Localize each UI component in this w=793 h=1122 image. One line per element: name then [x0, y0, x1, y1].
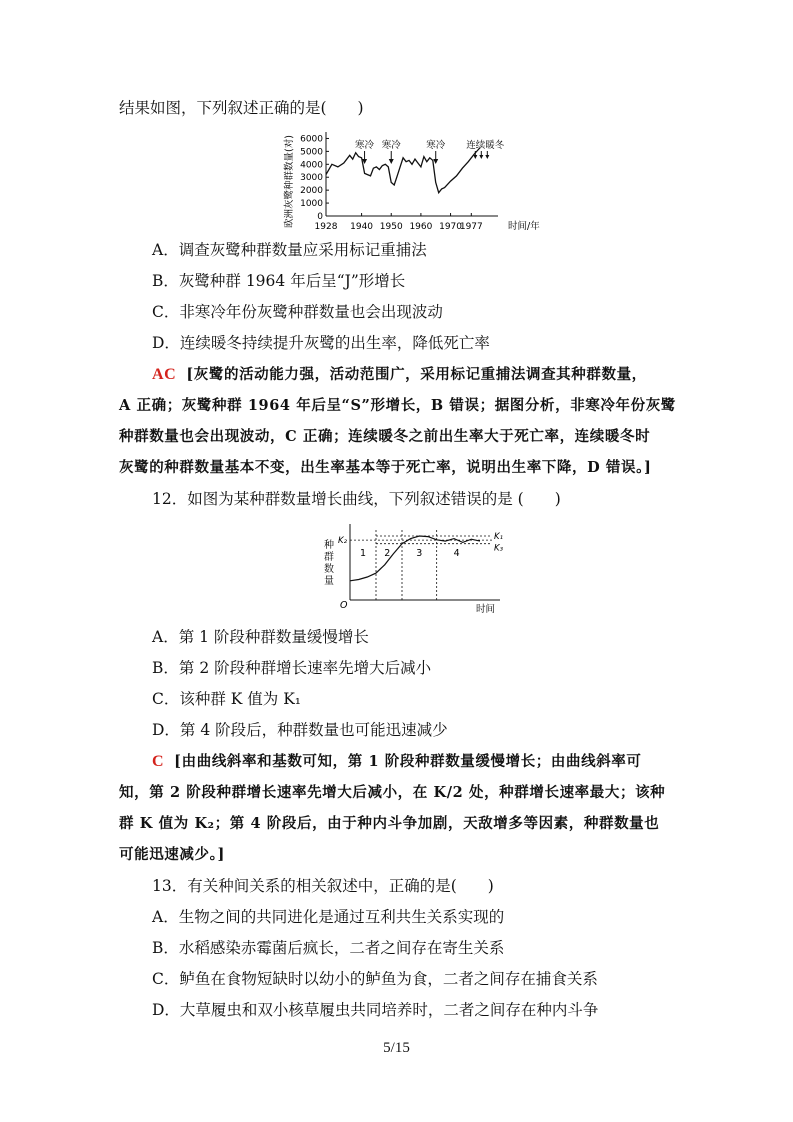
chart2-stage-label: 3 — [416, 548, 423, 559]
chart1-ytick-label: 6000 — [300, 134, 323, 145]
chart1-ytick-label: 5000 — [300, 147, 323, 158]
chart2-k2-label: K₂ — [338, 536, 347, 547]
q12-option-d: D．第 4 阶段后，种群数量也可能迅速减少 — [152, 721, 448, 739]
chart1-xtick-label: 1928 — [314, 222, 338, 232]
q12-stem: 12．如图为某种群数量增长曲线，下列叙述错误的是 ( ) — [152, 490, 561, 508]
q11-explanation-2: A 正确；灰鹭种群 1964 年后呈“S”形增长，B 错误；据图分析，非寒冷年份灰鹭 — [119, 397, 676, 414]
chart2-stage-label: 2 — [384, 548, 391, 559]
chart1-annotation-arrowhead — [433, 159, 438, 164]
chart1-ytick-label: 0 — [317, 212, 323, 222]
chart1-ytick-label: 4000 — [300, 160, 323, 171]
q12-explanation-4: 可能迅速减少。] — [119, 846, 225, 863]
q11-answer-key: AC — [152, 366, 177, 383]
chart1-series-line — [326, 148, 480, 193]
chart2-growth-curve — [350, 536, 480, 581]
q12-explanation-3: 群 K 值为 K₂；第 4 阶段后，由于种内斗争加剧，天敌增多等因素，种群数量也 — [119, 815, 660, 832]
q11-option-c: C．非寒冷年份灰鹭种群数量也会出现波动 — [152, 303, 443, 321]
q13-stem: 13．有关种间关系的相关叙述中，正确的是( ) — [152, 877, 494, 895]
q13-option-d: D．大草履虫和双小核草履虫共同培养时，二者之间存在种内斗争 — [152, 1001, 599, 1019]
chart1-xtick-label: 1960 — [409, 222, 433, 232]
q11-explanation-4: 灰鹭的种群数量基本不变，出生率基本等于死亡率，说明出生率下降，D 错误。] — [119, 459, 652, 476]
q12-option-c: C．该种群 K 值为 K₁ — [152, 690, 302, 708]
chart1-annotation-label: 寒冷 — [355, 140, 375, 151]
q11-option-d: D．连续暖冬持续提升灰鹭的出生率，降低死亡率 — [152, 334, 490, 352]
chart2-stage-label: 4 — [453, 548, 460, 559]
q12-answer-line-1 — [152, 752, 642, 772]
chart1-ylabel: 欧洲灰鹭种群数量(对) — [284, 135, 295, 228]
chart1-annotation-label: 寒冷 — [426, 140, 446, 151]
chart2-ylabel-char-4: 量 — [324, 576, 334, 587]
q13-option-c: C．鲈鱼在食物短缺时以幼小的鲈鱼为食，二者之间存在捕食关系 — [152, 970, 598, 988]
chart1-annotation-arrowhead — [473, 155, 477, 159]
chart2-k3-label: K₃ — [494, 543, 503, 554]
chart2-ylabel-char-2: 群 — [324, 552, 334, 563]
chart1-annotation-label: 连续暖冬 — [466, 140, 505, 151]
chart1-ytick-label: 3000 — [300, 173, 323, 184]
q12-explanation-1: [由曲线斜率和基数可知，第 1 阶段种群数量缓慢增长；由曲线斜率可 — [174, 753, 642, 770]
q11-option-b: B．灰鹭种群 1964 年后呈“J”形增长 — [152, 272, 406, 290]
chart1-xlabel: 时间/年 — [508, 221, 540, 232]
q13-option-a: A．生物之间的共同进化是通过互利共生关系实现的 — [152, 908, 505, 926]
question-intro: 结果如图，下列叙述正确的是( ) — [119, 99, 364, 117]
q11-option-a: A．调查灰鹭种群数量应采用标记重捕法 — [152, 241, 427, 259]
chart1-xtick-label: 1970 — [439, 222, 463, 232]
heron-population-chart — [280, 128, 550, 234]
chart2-origin: O — [340, 600, 348, 611]
chart1-annotation-arrowhead — [479, 155, 483, 159]
chart1-xtick-label: 1940 — [350, 222, 374, 232]
q12-option-b: B．第 2 阶段种群增长速率先增大后减小 — [152, 659, 432, 677]
chart2-k1-label: K₁ — [494, 532, 503, 542]
chart1-ytick-label: 1000 — [300, 199, 323, 210]
q12-answer-key: C — [152, 753, 165, 770]
population-growth-chart — [320, 522, 510, 618]
chart2-stage-label: 1 — [359, 548, 367, 559]
chart1-xtick-label: 1950 — [379, 222, 403, 232]
chart1-xtick-label: 1977 — [459, 222, 483, 232]
chart1-annotation-label: 寒冷 — [381, 140, 401, 151]
chart2-ylabel-char-3: 数 — [324, 564, 334, 575]
chart2-xlabel: 时间 — [476, 604, 496, 615]
q12-option-a: A．第 1 阶段种群数量缓慢增长 — [152, 628, 369, 646]
q13-option-b: B．水稻感染赤霉菌后疯长，二者之间存在寄生关系 — [152, 939, 505, 957]
chart1-ytick-label: 2000 — [300, 186, 323, 197]
page-number: 5/15 — [383, 1040, 410, 1056]
chart1-annotation-arrowhead — [389, 159, 394, 164]
q11-explanation-1: [灰鹭的活动能力强，活动范围广，采用标记重捕法调查其种群数量， — [186, 366, 647, 383]
q12-explanation-2: 知，第 2 阶段种群增长速率先增大后减小，在 K/2 处，种群增长速率最大；该种 — [119, 784, 666, 801]
chart2-ylabel-char-1: 种 — [324, 540, 334, 551]
q11-answer-line-1 — [152, 365, 647, 385]
chart1-annotation-arrowhead — [485, 155, 489, 159]
q11-explanation-3: 种群数量也会出现波动，C 正确；连续暖冬之前出生率大于死亡率，连续暖冬时 — [119, 428, 651, 445]
